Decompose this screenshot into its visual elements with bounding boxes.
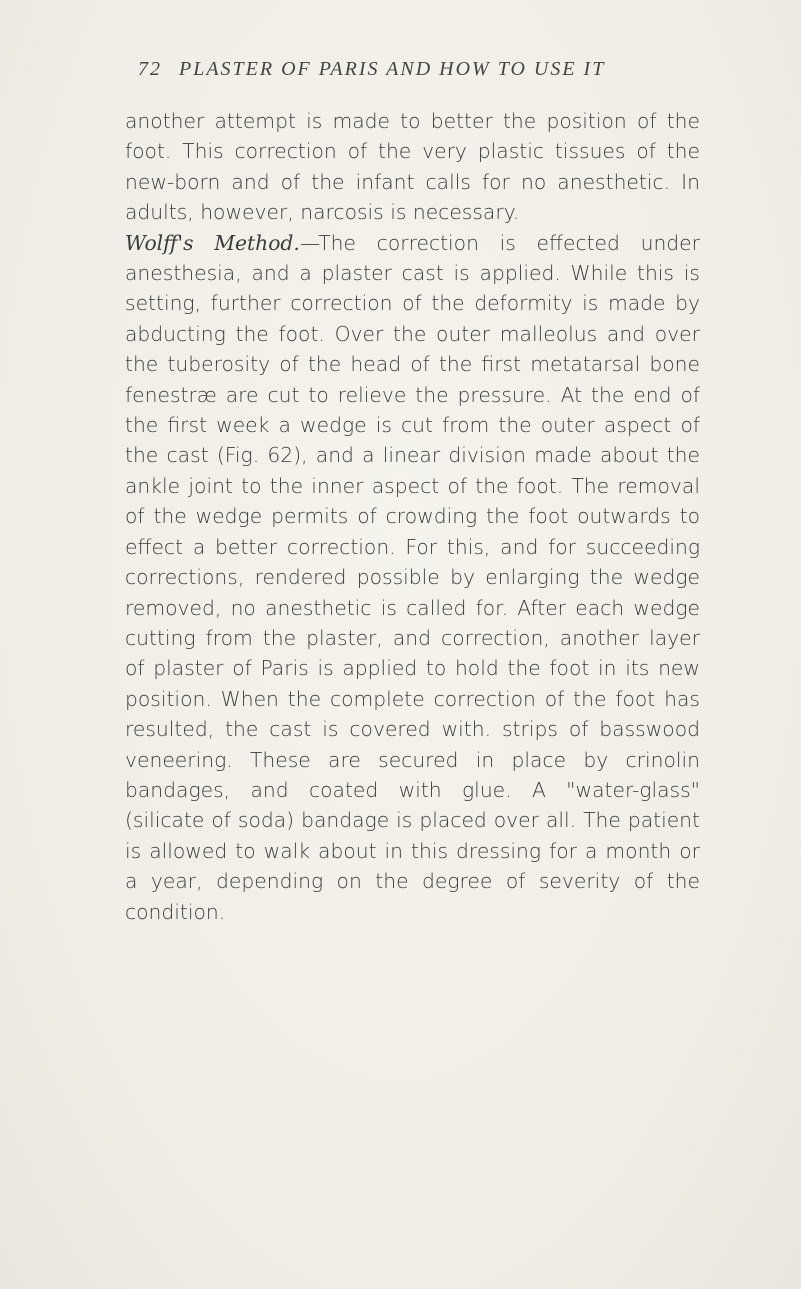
paragraph-continuation: another attempt is made to better the position of the foot. This correction of the very plastic tissues of the new-born and of the infant calls for no anesthetic. In adults, however, narcosis is necessary. — [125, 109, 700, 225]
running-title: PLASTER OF PARIS AND HOW TO USE IT — [179, 58, 606, 80]
body-text — [125, 106, 700, 927]
paragraph-body: —The correction is effected under anesthesia, and a plaster cast is applied. While this is setting, further correction of the deformity is made by abducting the foot. Over the outer malleolus and over the tuberosity of the head of the first metatarsal bone fenestræ are cut to relieve the pressure. At the end of the first week a wedge is cut from the outer aspect of the cast (Fig. 62), and a linear division made about the ankle joint to the inner aspect of the foot. The removal of the wedge permits of crowding the foot outwards to effect a better correction. For this, and for succeeding corrections, rendered possible by enlarging the wedge removed, no anesthetic is called for. After each wedge cutting from the plaster, and correction, another layer of plaster of Paris is applied to hold the foot in its new position. When the complete correction of the foot has resulted, the cast is covered with. strips of basswood veneering. These are secured in place by crinolin bandages, and coated with glue. A "water-glass" (silicate of soda) bandage is placed over all. The patient is allowed to walk about in this dressing for a month or a year, depending on the degree of severity of the condition. — [125, 230, 700, 924]
running-head — [138, 58, 698, 81]
section-heading: Wolff's Method. — [125, 230, 300, 255]
paragraph-wolffs-method — [125, 228, 700, 927]
page-number: 72 — [138, 58, 162, 80]
